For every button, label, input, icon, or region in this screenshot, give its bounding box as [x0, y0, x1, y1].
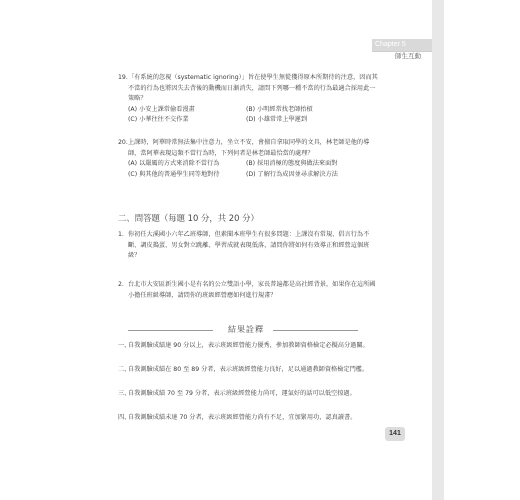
chapter-label: Chapter 5 — [372, 39, 432, 51]
result-item — [118, 341, 380, 352]
option-d: (D) 了解行為成因並尋求解決方法 — [246, 170, 338, 178]
option-c: (C) 與其他的普通學生同等地對待 — [128, 170, 220, 178]
question-text: 「有系統的忽視（systematic ignoring）」旨在使學生無從獲得原本所期待的注意，因而其不當的行為也將因失去背後的動機而日漸消失，請問下列哪一種不當的行為最適合採用此一策略？ — [128, 74, 378, 103]
option-d: (D) 小雄常常上學遲到 — [246, 116, 308, 124]
results-heading — [118, 324, 380, 336]
result-item — [118, 413, 380, 424]
option-a: (A) 以嚴厲的方式來消除不當行為 — [128, 160, 220, 168]
page-edge-strip — [432, 0, 444, 500]
result-text: 自我測驗成績在 80 至 89 分者，表示班級經營能力良好，足以通過教師資格檢定門檻。 — [128, 366, 369, 373]
question-number: 1. — [118, 231, 124, 238]
result-text: 自我測驗成績未達 70 分者，表示班級經營能力尚有不足，宜加緊用功，認真讀書。 — [128, 414, 357, 421]
question-options — [128, 105, 380, 126]
option-c: (C) 小華往往不交作業 — [128, 116, 189, 124]
question-text: 你初任大溪國小六年乙班導師，但素聞本班學生有很多問題：上課沒有常規、倡言行為不斷、調皮搗蛋、男女對立跳離、學習成就表現低落，請問你將如何有效導正和經營這個班級？ — [128, 231, 370, 260]
result-item — [118, 365, 380, 376]
option-b: (B) 採用消極的態度與做法來面對 — [246, 160, 338, 168]
divider-left — [128, 330, 213, 331]
page-number: 141 — [385, 427, 405, 441]
essay-question-1 — [118, 230, 380, 262]
question-19 — [118, 73, 380, 126]
result-item — [118, 389, 380, 400]
results-title: 結果詮釋 — [228, 325, 264, 334]
result-number: 三、 — [118, 390, 131, 397]
question-number: 19. — [118, 74, 128, 81]
question-20 — [118, 138, 380, 180]
section-title: 二、問答題（每題 10 分，共 20 分） — [118, 213, 259, 223]
result-number: 二、 — [118, 366, 131, 373]
question-number: 20. — [118, 139, 128, 146]
question-options — [128, 159, 380, 180]
question-number: 2. — [118, 281, 124, 288]
result-text: 自我測驗成績達 90 分以上，表示班級經營能力優秀，參加教師資格檢定必擬高分過關。 — [128, 342, 369, 349]
result-text: 自我測驗成績 70 至 79 分者，表示班級經營能力尚可，運氣好的話可以低空掠過。 — [128, 390, 356, 397]
question-text: 上課時，阿華時常無法集中注意力，坐立不安，會擅自拿取同學的文具，林老師是他的導師，當阿華表現這類不當行為時，下列何者是林老師最恰當的處理？ — [128, 139, 370, 157]
option-a: (A) 小安上課常偷看漫畫 — [128, 105, 195, 113]
essay-question-2 — [118, 280, 380, 301]
result-number: 一、 — [118, 342, 131, 349]
option-b: (B) 小明經常找老師抬槓 — [246, 105, 313, 113]
divider-right — [273, 330, 358, 331]
chapter-subtitle: 師生互動 — [395, 52, 421, 60]
result-number: 四、 — [118, 414, 131, 421]
question-text: 台北市大安區新生國小是有名的公立雙語小學，家長普遍都是高社經背景，如果你在這所國小擔任班級導師，請問你的班級經營應如何進行規畫？ — [128, 281, 376, 299]
